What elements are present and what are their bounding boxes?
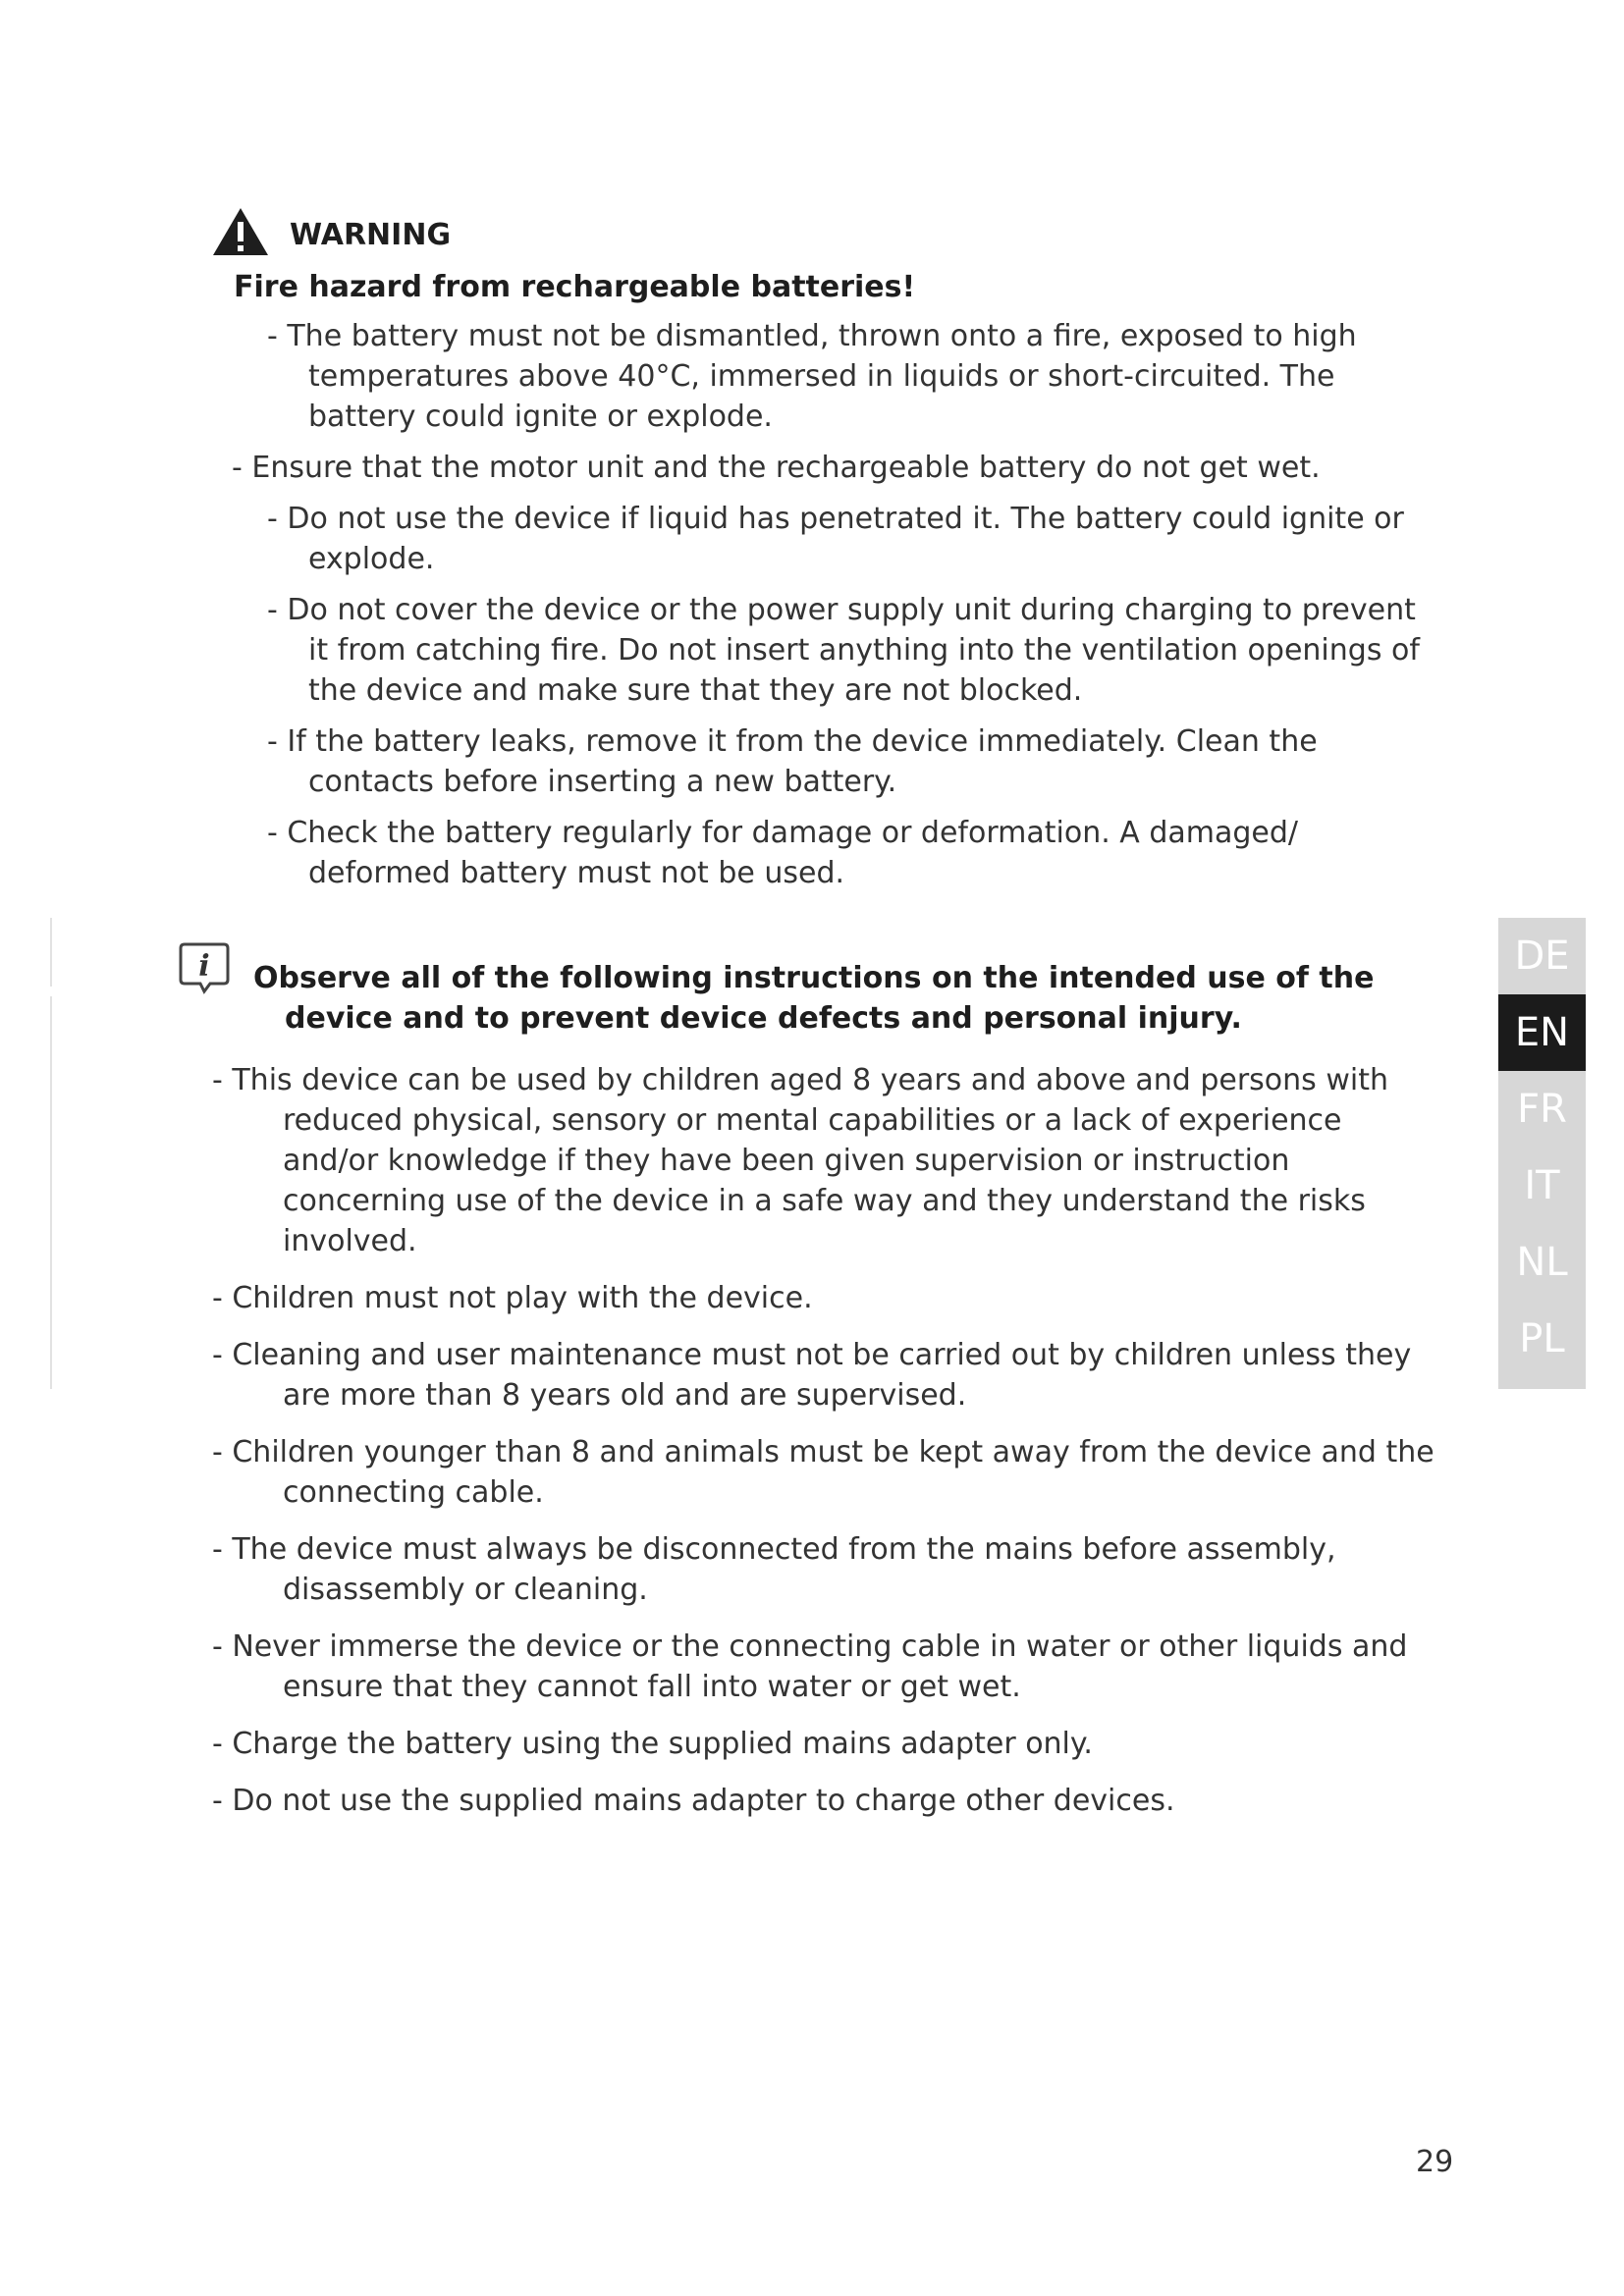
list-item: - If the battery leaks, remove it from the device immediately. Clean the contacts before inserting a new battery. — [267, 724, 1318, 799]
tab-language-de[interactable]: DE — [1514, 934, 1570, 979]
page-number: 29 — [1416, 2145, 1454, 2179]
margin-line-top — [50, 918, 52, 987]
info-icon — [177, 940, 232, 995]
margin-line-left — [50, 996, 52, 1389]
tab-language-it[interactable]: IT — [1524, 1163, 1560, 1208]
info-heading-line1: Observe all of the following instructions on the intended use of the — [253, 961, 1375, 995]
list-item: - Never immerse the device or the connecting cable in water or other liquids and ensure that they cannot fall into water or get wet. — [212, 1629, 1408, 1704]
list-item: - Do not use the supplied mains adapter to charge other devices. — [212, 1784, 1175, 1818]
info-heading-line2: device and to prevent device defects and personal injury. — [285, 1001, 1242, 1036]
tab-language-fr[interactable]: FR — [1517, 1087, 1567, 1132]
warning-title: WARNING — [290, 218, 452, 252]
list-item: - Charge the battery using the supplied mains adapter only. — [212, 1727, 1093, 1761]
warning-subtitle: Fire hazard from rechargeable batteries! — [234, 270, 916, 304]
tab-language-pl[interactable]: PL — [1519, 1316, 1565, 1362]
list-item: - Cleaning and user maintenance must not be carried out by children unless they are more than 8 years old and are supervised. — [212, 1338, 1412, 1413]
list-item: - Children must not play with the device. — [212, 1281, 813, 1315]
info-list — [177, 1060, 1443, 1838]
list-item: - Do not cover the device or the power supply unit during charging to prevent it from catching fire. Do not insert anything into the ventilation openings of the device and make sure that they are not blocked. — [267, 593, 1420, 708]
warning-triangle-icon — [211, 206, 270, 257]
tab-language-nl[interactable]: NL — [1516, 1240, 1568, 1285]
list-item: - This device can be used by children aged 8 years and above and persons with reduced physical, sensory or mental capabilities or a lack of experience and/or knowledge if they have been given supervision or instruction concerning use of the device in a safe way and they understand the risks involved. — [212, 1063, 1388, 1258]
warning-list — [232, 316, 1430, 904]
list-item: - The battery must not be dismantled, thrown onto a fire, exposed to high temperatures above 40°C, immersed in liquids or short-circuited. The battery could ignite or explode. — [267, 319, 1357, 434]
list-item: - Do not use the device if liquid has penetrated it. The battery could ignite or explode. — [267, 502, 1404, 576]
list-item: - Ensure that the motor unit and the rechargeable battery do not get wet. — [232, 451, 1321, 485]
list-item: - The device must always be disconnected from the mains before assembly, disassembly or cleaning. — [212, 1532, 1336, 1607]
list-item: - Check the battery regularly for damage or deformation. A damaged/ deformed battery must not be used. — [267, 816, 1299, 890]
language-tabs — [1498, 918, 1586, 1389]
svg-text:i: i — [198, 949, 210, 984]
list-item: - Children younger than 8 and animals must be kept away from the device and the connecting cable. — [212, 1435, 1435, 1510]
tab-language-en[interactable]: EN — [1498, 994, 1586, 1071]
info-heading — [253, 958, 1432, 1039]
